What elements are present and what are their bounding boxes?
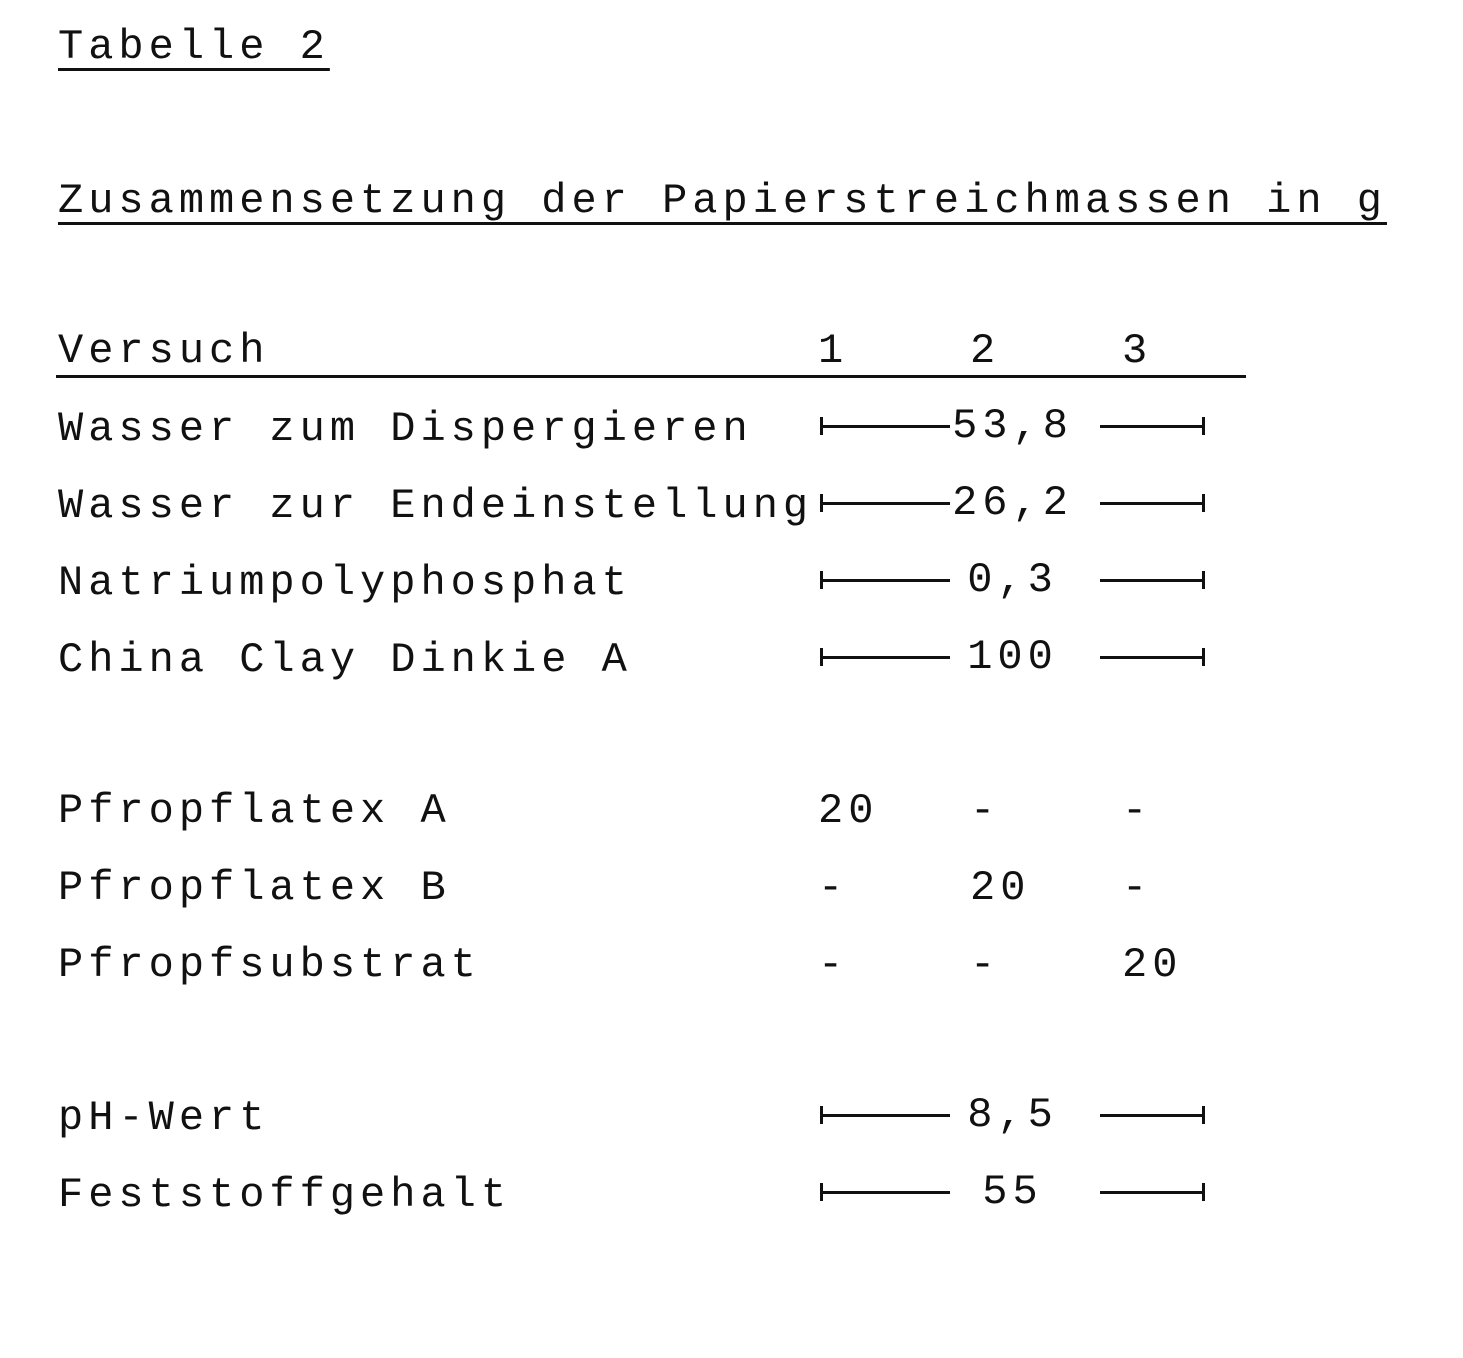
table-title: Tabelle 2 xyxy=(58,26,330,68)
cell-value: - xyxy=(818,867,848,909)
row-value: 0,3 xyxy=(820,560,1205,600)
row-value: 100 xyxy=(820,637,1205,677)
row-label: Feststoffgehalt xyxy=(58,1174,511,1216)
row-label: Pfropflatex B xyxy=(58,867,451,909)
table-subtitle: Zusammensetzung der Papierstreichmassen in g xyxy=(58,180,1387,222)
cell-value: 20 xyxy=(818,790,878,832)
row-value: 26,2 xyxy=(820,483,1205,523)
spanning-value xyxy=(820,560,1205,600)
cell-value: 20 xyxy=(1122,944,1182,986)
spanning-value xyxy=(820,1172,1205,1212)
row-value: 55 xyxy=(820,1172,1205,1212)
header-label: Versuch xyxy=(58,330,269,372)
header-col-3: 3 xyxy=(1122,330,1152,372)
cell-value: - xyxy=(1122,790,1152,832)
cell-value: 20 xyxy=(970,867,1030,909)
row-label: Pfropfsubstrat xyxy=(58,944,481,986)
spanning-value xyxy=(820,637,1205,677)
cell-value: - xyxy=(970,790,1000,832)
row-label: Wasser zur Endeinstellung xyxy=(58,485,813,527)
row-label: Wasser zum Dispergieren xyxy=(58,408,753,450)
header-rule xyxy=(56,375,1246,378)
row-label: Natriumpolyphosphat xyxy=(58,562,632,604)
document-page xyxy=(0,0,1463,1358)
spanning-value xyxy=(820,483,1205,523)
row-value: 53,8 xyxy=(820,406,1205,446)
cell-value: - xyxy=(1122,867,1152,909)
spanning-value xyxy=(820,1095,1205,1135)
row-label: pH-Wert xyxy=(58,1097,269,1139)
row-label: Pfropflatex A xyxy=(58,790,451,832)
header-col-2: 2 xyxy=(970,330,1000,372)
cell-value: - xyxy=(818,944,848,986)
spanning-value xyxy=(820,406,1205,446)
header-col-1: 1 xyxy=(818,330,848,372)
cell-value: - xyxy=(970,944,1000,986)
row-value: 8,5 xyxy=(820,1095,1205,1135)
row-label: China Clay Dinkie A xyxy=(58,639,632,681)
